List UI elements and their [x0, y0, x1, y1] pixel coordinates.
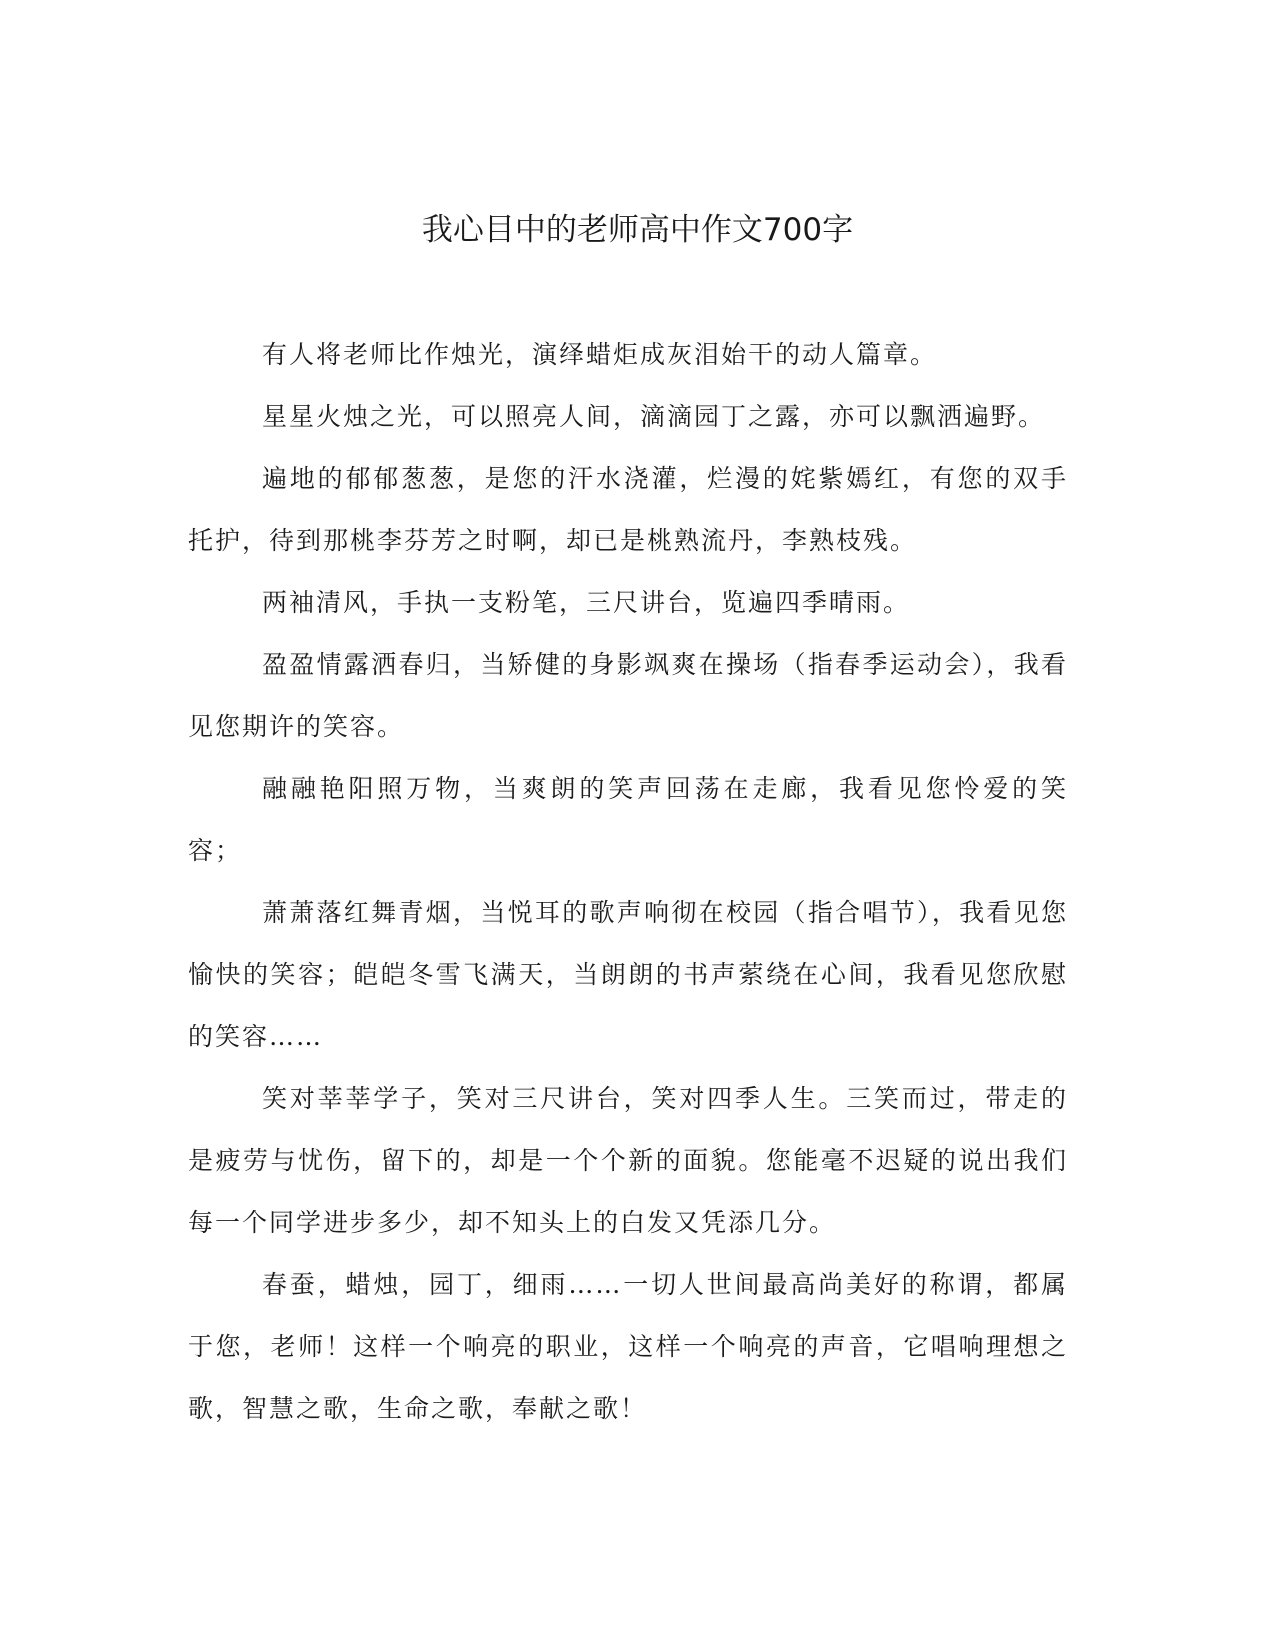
paragraph-6: 融融艳阳照万物，当爽朗的笑声回荡在走廊，我看见您怜爱的笑容；	[188, 774, 1068, 865]
paragraph-8: 笑对莘莘学子，笑对三尺讲台，笑对四季人生。三笑而过，带走的是疲劳与忧伤，留下的，却是一个个新的面貌。您能毫不迟疑的说出我们每一个同学进步多少，却不知头上的白发又凭添几分。	[188, 1084, 1068, 1237]
paragraph-1: 有人将老师比作烛光，演绎蜡炬成灰泪始干的动人篇章。	[262, 340, 938, 369]
document-title: 我心目中的老师高中作文700字	[421, 212, 854, 248]
paragraph-5: 盈盈情露洒春归，当矫健的身影飒爽在操场（指春季运动会），我看见您期许的笑容。	[188, 650, 1068, 741]
paragraph-3: 遍地的郁郁葱葱，是您的汗水浇灌，烂漫的姹紫嫣红，有您的双手托护，待到那桃李芬芳之时啊，却已是桃熟流丹，李熟枝残。	[188, 464, 1068, 555]
document-body	[188, 324, 1068, 1440]
paragraph-9: 春蚕，蜡烛，园丁，细雨……一切人世间最高尚美好的称谓，都属于您，老师！这样一个响亮的职业，这样一个响亮的声音，它唱响理想之歌，智慧之歌，生命之歌，奉献之歌！	[188, 1270, 1068, 1423]
paragraph-2: 星星火烛之光，可以照亮人间，滴滴园丁之露，亦可以飘洒遍野。	[262, 402, 1046, 431]
paragraph-7: 萧萧落红舞青烟，当悦耳的歌声响彻在校园（指合唱节），我看见您愉快的笑容；皑皑冬雪飞满天，当朗朗的书声萦绕在心间，我看见您欣慰的笑容……	[188, 898, 1068, 1051]
paragraph-4: 两袖清风，手执一支粉笔，三尺讲台，览遍四季晴雨。	[262, 588, 911, 617]
